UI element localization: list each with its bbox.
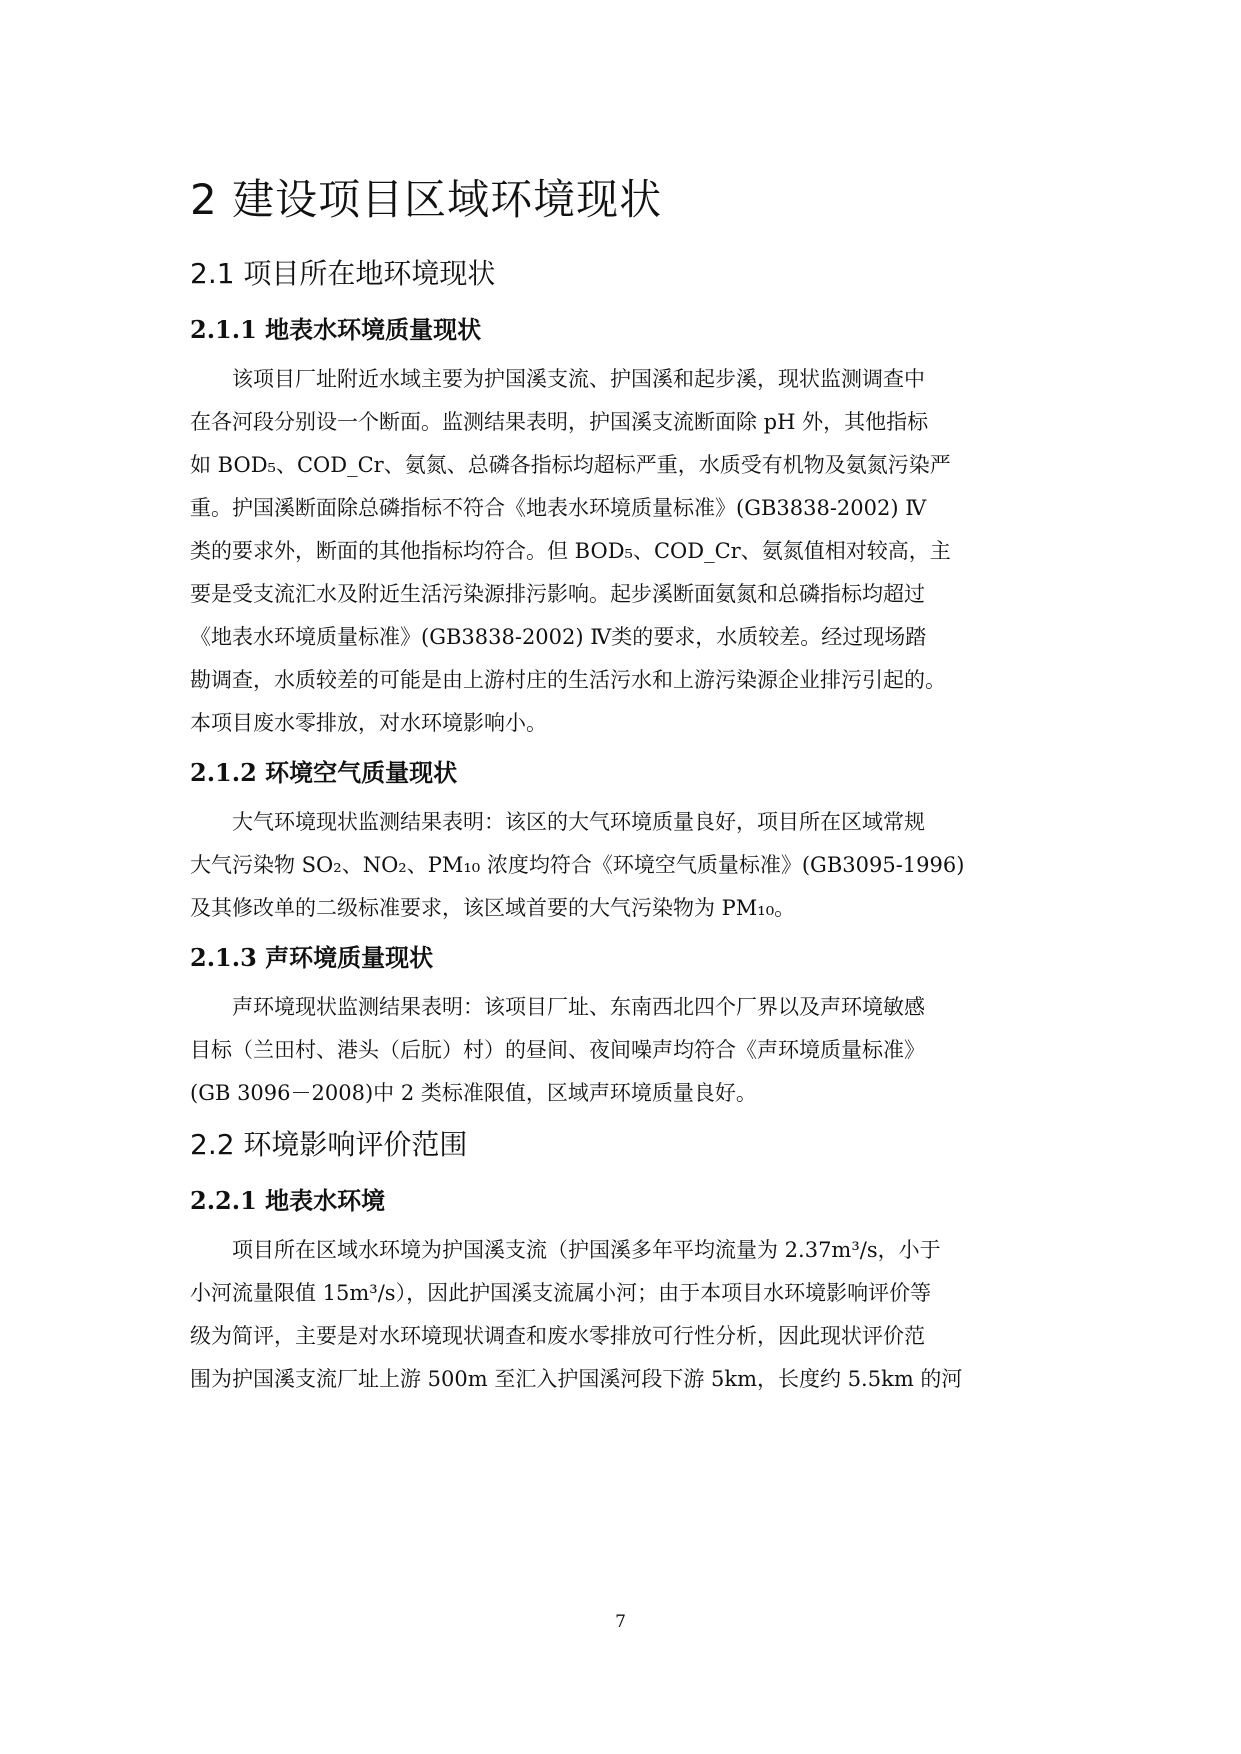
text-line: 本项目废水零排放，对水环境影响小。 (190, 711, 547, 735)
text-line: 《地表水环境质量标准》(GB3838-2002) Ⅳ类的要求，水质较差。经过现场踏 (190, 625, 927, 649)
text-line: 如 BOD₅、COD_Cr、氨氮、总磷各指标均超标严重，水质受有机物及氨氮污染严 (190, 453, 951, 477)
text-line: 围为护国溪支流厂址上游 500m 至汇入护国溪河段下游 5km，长度约 5.5km 的河 (190, 1367, 963, 1391)
paragraph-noise-status (190, 986, 1055, 1115)
section-title: 2.1 项目所在地环境现状 (190, 257, 496, 290)
text-line: 在各河段分别设一个断面。监测结果表明，护国溪支流断面除 pH 外，其他指标 (190, 410, 929, 434)
section-title: 2.2 环境影响评价范围 (190, 1128, 468, 1161)
text-line: 及其修改单的二级标准要求，该区域首要的大气污染物为 PM₁₀。 (190, 896, 796, 920)
text-line: 要是受支流汇水及附近生活污染源排污影响。起步溪断面氨氮和总磷指标均超过 (190, 582, 925, 606)
paragraph-surface-water-status (190, 358, 1055, 745)
text-line: 重。护国溪断面除总磷指标不符合《地表水环境质量标准》(GB3838-2002) Ⅳ (190, 496, 927, 520)
text-line: 级为简评，主要是对水环境现状调查和废水零排放可行性分析，因此现状评价范 (190, 1324, 925, 1348)
text-line: 目标（兰田村、港头（后朊）村）的昼间、夜间噪声均符合《声环境质量标准》 (190, 1038, 925, 1062)
subsection-title: 2.1.3 声环境质量现状 (190, 943, 434, 972)
text-line: 大气环境现状监测结果表明：该区的大气环境质量良好，项目所在区域常规 (232, 810, 925, 834)
page-content (190, 168, 1055, 1409)
text-line: 该项目厂址附近水域主要为护国溪支流、护国溪和起步溪，现状监测调查中 (232, 367, 925, 391)
subsection-title: 2.2.1 地表水环境 (190, 1186, 386, 1215)
text-line: 类的要求外，断面的其他指标均符合。但 BOD₅、COD_Cr、氨氮值相对较高，主 (190, 539, 951, 563)
chapter-title: 2 建设项目区域环境现状 (190, 175, 663, 224)
paragraph-surface-water-scope (190, 1229, 1055, 1401)
text-line: 勘调查，水质较差的可能是由上游村庄的生活污水和上游污染源企业排污引起的。 (190, 668, 946, 692)
page-number: 7 (615, 1612, 626, 1632)
text-line: 项目所在区域水环境为护国溪支流（护国溪多年平均流量为 2.37m³/s，小于 (232, 1238, 941, 1262)
text-line: 小河流量限值 15m³/s），因此护国溪支流属小河；由于本项目水环境影响评价等 (190, 1281, 932, 1305)
text-line: (GB 3096－2008)中 2 类标准限值，区域声环境质量良好。 (190, 1081, 757, 1105)
subsection-title: 2.1.2 环境空气质量现状 (190, 758, 458, 787)
text-line: 声环境现状监测结果表明：该项目厂址、东南西北四个厂界以及声环境敏感 (232, 995, 925, 1019)
subsection-title: 2.1.1 地表水环境质量现状 (190, 315, 482, 344)
paragraph-air-quality-status (190, 801, 1055, 930)
text-line: 大气污染物 SO₂、NO₂、PM₁₀ 浓度均符合《环境空气质量标准》(GB3095-1996) (190, 853, 965, 877)
